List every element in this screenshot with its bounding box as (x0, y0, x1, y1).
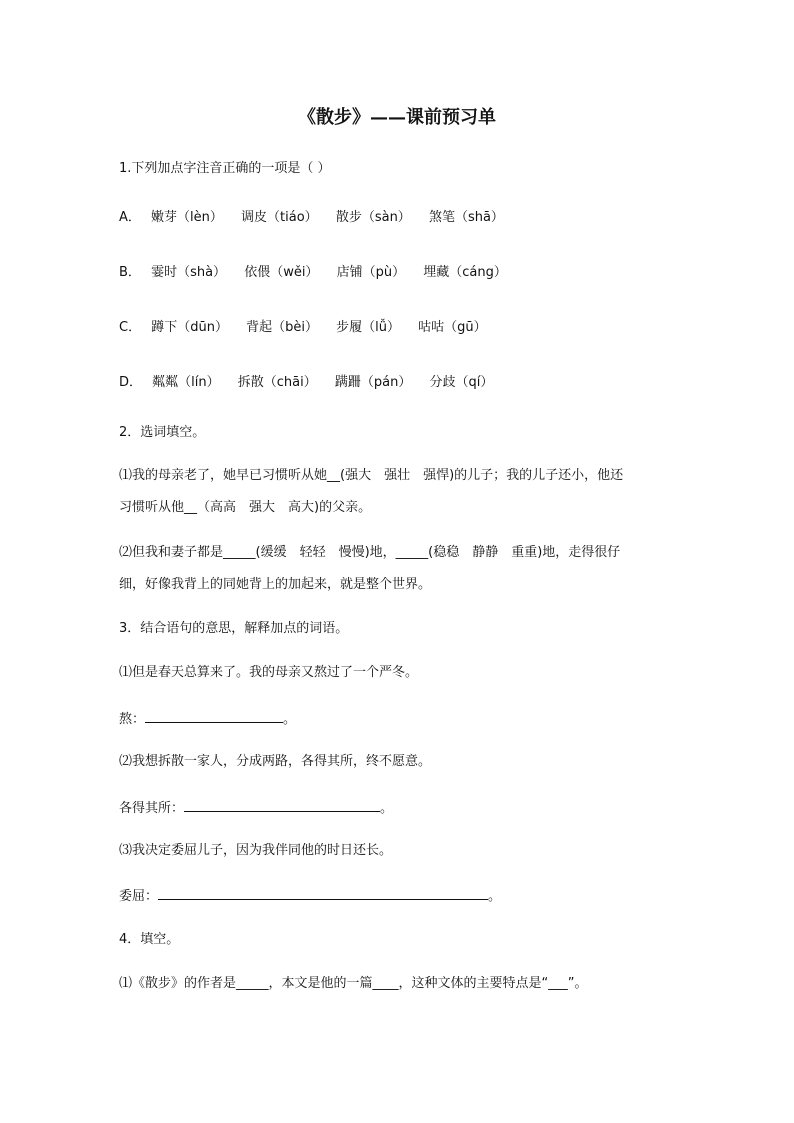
answer-label: 熬： (119, 712, 146, 727)
answer-label: 各得其所： (119, 801, 185, 816)
q1-option-b (119, 264, 724, 282)
option-item: 背起（bèi） (246, 320, 318, 335)
option-item: 嫩芽（lèn） (151, 210, 223, 225)
option-item: 拆散（chāi） (237, 375, 317, 390)
q3-answer-2 (119, 798, 724, 818)
q2-stem: 2．选词填空。 (119, 425, 206, 440)
answer-period: 。 (380, 801, 394, 816)
option-item: 依偎（wěi） (244, 265, 319, 280)
q2-part2-line1: ⑵但我和妻子都是_____(缓缓 轻轻 慢慢)地，_____(稳稳 静静 重重)地，走得很仔 (119, 545, 621, 560)
answer-period: 。 (488, 889, 502, 904)
q3-answer-3 (119, 886, 724, 906)
option-label: C． (119, 320, 142, 335)
option-item: 埋藏（cáng） (423, 265, 507, 280)
answer-period: 。 (283, 712, 297, 727)
page-title: 《散步》——课前预习单 (298, 107, 496, 128)
answer-blank[interactable] (184, 798, 380, 812)
q3-sentence-1: ⑴但是春天总算来了。我的母亲又熬过了一个严冬。 (119, 665, 419, 680)
option-item: 咕咕（gū） (418, 320, 487, 335)
answer-label: 委屈： (119, 889, 159, 904)
q1-option-d (119, 374, 724, 392)
q1-option-a (119, 209, 724, 227)
option-item: 霎时（shà） (151, 265, 227, 280)
option-item: 步履（lǚ） (336, 320, 400, 335)
option-item: 粼粼（lín） (152, 375, 220, 390)
q3-sentence-2: ⑵我想拆散一家人，分成两路，各得其所，终不愿意。 (119, 754, 432, 769)
q2-part2-line2: 细，好像我背上的同她背上的加起来，就是整个世界。 (119, 577, 432, 592)
q4-sentence-1: ⑴《散步》的作者是_____，本文是他的一篇____，这种文体的主要特点是“___”。 (119, 976, 588, 991)
option-item: 店铺（pù） (336, 265, 406, 280)
q3-answer-1 (119, 709, 724, 729)
option-item: 调皮（tiáo） (241, 210, 318, 225)
option-item: 煞笔（shā） (428, 210, 504, 225)
option-item: 分歧（qí） (429, 375, 494, 390)
q3-sentence-3: ⑶我决定委屈儿子，因为我伴同他的时日还长。 (119, 843, 393, 858)
q1-option-c (119, 319, 724, 337)
q4-stem: 4．填空。 (119, 932, 180, 947)
option-label: D． (119, 375, 143, 390)
option-item: 蹲下（dūn） (151, 320, 228, 335)
option-item: 蹒跚（pán） (334, 375, 412, 390)
q1-stem: 1.下列加点字注音正确的一项是（ ） (119, 161, 331, 176)
option-item: 散步（sàn） (335, 210, 411, 225)
q2-part1-line1: ⑴我的母亲老了，她早已习惯听从她__(强大 强壮 强悍)的儿子；我的儿子还小，他还 (119, 468, 624, 483)
option-label: A． (119, 210, 141, 225)
option-label: B． (119, 265, 141, 280)
answer-blank[interactable] (145, 709, 283, 723)
q2-part1-line2: 习惯听从他__（高高 强大 高大)的父亲。 (119, 500, 372, 515)
answer-blank[interactable] (158, 886, 488, 900)
q3-stem: 3．结合语句的意思，解释加点的词语。 (119, 621, 349, 636)
